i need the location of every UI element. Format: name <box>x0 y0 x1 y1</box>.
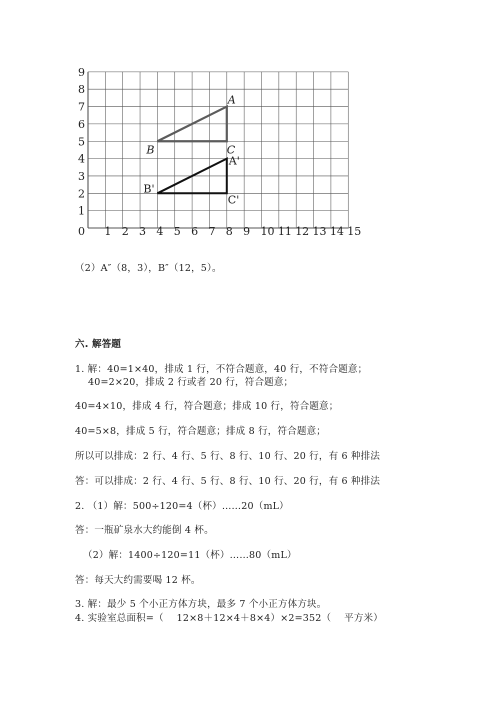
x-tick-label: 11 <box>277 225 292 238</box>
x-tick-label: 1 <box>104 225 112 238</box>
x-tick-label: 9 <box>243 225 251 238</box>
x-tick-label: 7 <box>208 225 216 238</box>
q2-answer1: 答：一瓶矿泉水大约能倒 4 杯。 <box>75 525 214 536</box>
q3-answer: 3. 解：最少 5 个小正方体方块，最多 7 个小正方体方块。 <box>75 599 327 610</box>
q1-line1: 1. 解：40=1×40，排成 1 行，不符合题意，40 行，不符合题意； <box>75 364 368 375</box>
y-tick-label: 9 <box>78 65 85 79</box>
coordinate-grid-figure <box>70 60 370 245</box>
q4-answer: 4. 实验室总面积=（ 12×8＋12×4＋8×4）×2=352（ 平方米） <box>75 613 383 624</box>
q1-line5: 所以可以排成：2 行、4 行、5 行、8 行、10 行、20 行，有 6 种排法 <box>75 451 381 462</box>
part2-answer: （2）A″（8，3），B″（12，5）。 <box>75 263 222 274</box>
q1-line2: 40=2×20，排成 2 行或者 20 行，符合题意； <box>88 377 294 388</box>
x-tick-label: 14 <box>329 225 344 238</box>
x-tick-label: 8 <box>225 225 233 238</box>
y-tick-label: 4 <box>78 152 85 166</box>
y-tick-label: 7 <box>78 100 85 114</box>
x-tick-label: 6 <box>191 225 199 238</box>
y-tick-label: 3 <box>78 169 85 183</box>
x-tick-label: 5 <box>173 225 181 238</box>
y-tick-label: 2 <box>78 187 85 201</box>
y-tick-label: 6 <box>78 117 85 131</box>
x-tick-label: 0 <box>78 225 85 238</box>
y-tick-label: 5 <box>78 135 85 149</box>
q1-line4: 40=5×8，排成 5 行，符合题意；排成 8 行，符合题意； <box>75 426 326 437</box>
q2-answer2: 答：每天大约需要喝 12 杯。 <box>75 575 201 586</box>
q1-answer: 答：可以排成：2 行、4 行、5 行、8 行、10 行、20 行，有 6 种排法 <box>75 476 381 487</box>
vertex-label-prime: A' <box>228 154 240 168</box>
vertex-label-prime: C' <box>227 193 240 207</box>
y-tick-label: 8 <box>78 83 85 97</box>
y-tick-label: 1 <box>78 204 85 218</box>
x-tick-label: 3 <box>139 225 147 238</box>
vertex-label: C <box>226 143 236 157</box>
q2-part2: （2）解：1400÷120=11（杯）……80（mL） <box>83 550 297 561</box>
vertex-label: A <box>227 93 236 107</box>
x-tick-label: 2 <box>121 225 129 238</box>
x-tick-label: 13 <box>312 225 327 238</box>
q1-line3: 40=4×10，排成 4 行，符合题意；排成 10 行，符合题意； <box>75 401 339 412</box>
x-tick-label: 15 <box>347 225 362 238</box>
vertex-label: B <box>146 143 155 157</box>
x-tick-label: 12 <box>295 225 310 238</box>
x-tick-label: 10 <box>260 225 275 238</box>
vertex-label-prime: B' <box>143 182 155 196</box>
q2-part1: 2. （1）解：500÷120=4（杯）……20（mL） <box>75 501 289 512</box>
x-tick-label: 4 <box>156 225 164 238</box>
section-title: 六. 解答题 <box>75 339 122 350</box>
